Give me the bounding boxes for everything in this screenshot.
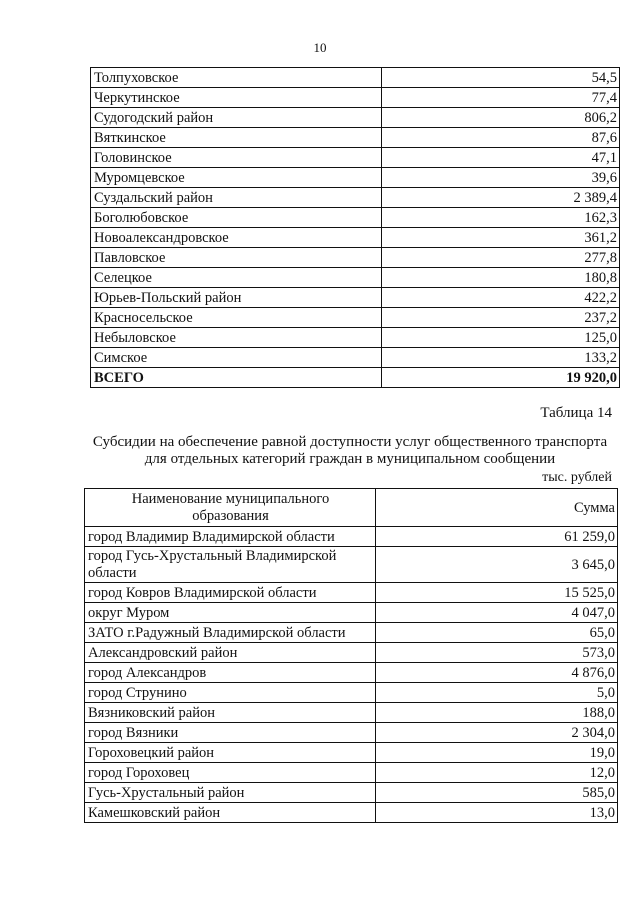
page-number: 10 <box>313 40 327 55</box>
row-value: 237,2 <box>382 308 620 328</box>
row-value: 4 047,0 <box>376 603 618 623</box>
table-row <box>85 683 618 703</box>
table-row <box>85 703 618 723</box>
table-row <box>91 88 620 108</box>
row-name: город Владимир Владимирской области <box>85 527 376 547</box>
row-name: Селецкое <box>91 268 382 288</box>
row-name: Небыловское <box>91 328 382 348</box>
row-name: Вяткинское <box>91 128 382 148</box>
row-value: 77,4 <box>382 88 620 108</box>
row-name: Толпуховское <box>91 68 382 88</box>
row-name: Юрьев-Польский район <box>91 288 382 308</box>
row-name: ЗАТО г.Радужный Владимирской области <box>85 623 376 643</box>
row-value: 47,1 <box>382 148 620 168</box>
row-value: 15 525,0 <box>376 583 618 603</box>
row-value: 12,0 <box>376 763 618 783</box>
table-caption: Таблица 14 <box>540 405 612 421</box>
row-value: 573,0 <box>376 643 618 663</box>
row-name: город Гусь-Хрустальный Владимирской области <box>85 547 376 583</box>
row-name: Суздальский район <box>91 188 382 208</box>
table-row <box>85 547 618 583</box>
row-name: Павловское <box>91 248 382 268</box>
row-name: город Гороховец <box>85 763 376 783</box>
row-value: 806,2 <box>382 108 620 128</box>
table-heading-line-1: Субсидии на обеспечение равной доступности услуг общественного транспорта <box>92 434 608 450</box>
row-value: 188,0 <box>376 703 618 723</box>
row-name: город Ковров Владимирской области <box>85 583 376 603</box>
row-name: Симское <box>91 348 382 368</box>
table-row <box>85 583 618 603</box>
row-name: Гороховецкий район <box>85 743 376 763</box>
row-name: Гусь-Хрустальный район <box>85 783 376 803</box>
row-value: 180,8 <box>382 268 620 288</box>
row-name: Головинское <box>91 148 382 168</box>
row-name: Красносельское <box>91 308 382 328</box>
table-row <box>91 148 620 168</box>
column-header-sum: Сумма <box>376 489 618 527</box>
table-row <box>91 248 620 268</box>
row-value: 133,2 <box>382 348 620 368</box>
row-name: город Александров <box>85 663 376 683</box>
row-name: Александровский район <box>85 643 376 663</box>
row-value: 277,8 <box>382 248 620 268</box>
row-value: 162,3 <box>382 208 620 228</box>
row-value: 3 645,0 <box>376 547 618 583</box>
table-row <box>91 128 620 148</box>
row-value: 2 304,0 <box>376 723 618 743</box>
table-row <box>91 168 620 188</box>
row-name: Судогодский район <box>91 108 382 128</box>
table-row <box>85 663 618 683</box>
total-row <box>91 368 620 388</box>
total-value: 19 920,0 <box>382 368 620 388</box>
table-row <box>85 803 618 823</box>
table-row <box>85 527 618 547</box>
row-value: 5,0 <box>376 683 618 703</box>
table-row <box>85 743 618 763</box>
row-value: 4 876,0 <box>376 663 618 683</box>
table-row <box>91 108 620 128</box>
table-row <box>91 188 620 208</box>
row-value: 422,2 <box>382 288 620 308</box>
table-row <box>91 308 620 328</box>
row-name: город Струнино <box>85 683 376 703</box>
table-row <box>91 208 620 228</box>
row-value: 65,0 <box>376 623 618 643</box>
table-header-row <box>85 489 618 527</box>
row-value: 61 259,0 <box>376 527 618 547</box>
row-name: Муромцевское <box>91 168 382 188</box>
row-name: город Вязники <box>85 723 376 743</box>
table-row <box>85 623 618 643</box>
table-row <box>85 783 618 803</box>
column-header-name-line-2: образования <box>192 508 269 524</box>
table-row <box>85 723 618 743</box>
row-name: Вязниковский район <box>85 703 376 723</box>
table-row <box>91 328 620 348</box>
units-label: тыс. рублей <box>542 470 612 485</box>
row-value: 13,0 <box>376 803 618 823</box>
row-name: Черкутинское <box>91 88 382 108</box>
table-row <box>85 603 618 623</box>
table-row <box>91 268 620 288</box>
table-heading <box>70 434 630 468</box>
row-value: 39,6 <box>382 168 620 188</box>
row-value: 19,0 <box>376 743 618 763</box>
table-row <box>85 763 618 783</box>
row-value: 87,6 <box>382 128 620 148</box>
table-row <box>91 228 620 248</box>
allocation-table-continued <box>90 67 620 388</box>
row-name: округ Муром <box>85 603 376 623</box>
table-row <box>85 643 618 663</box>
row-value: 54,5 <box>382 68 620 88</box>
table-heading-line-2: для отдельных категорий граждан в муниципальном сообщении <box>144 451 556 467</box>
total-label: ВСЕГО <box>91 368 382 388</box>
table-row <box>91 348 620 368</box>
row-name: Боголюбовское <box>91 208 382 228</box>
row-value: 585,0 <box>376 783 618 803</box>
row-value: 2 389,4 <box>382 188 620 208</box>
column-header-name <box>85 489 376 527</box>
table-row <box>91 288 620 308</box>
transport-subsidy-table <box>84 488 618 823</box>
row-value: 125,0 <box>382 328 620 348</box>
column-header-name-line-1: Наименование муниципального <box>131 491 330 507</box>
row-value: 361,2 <box>382 228 620 248</box>
table-row <box>91 68 620 88</box>
row-name: Новоалександровское <box>91 228 382 248</box>
row-name: Камешковский район <box>85 803 376 823</box>
